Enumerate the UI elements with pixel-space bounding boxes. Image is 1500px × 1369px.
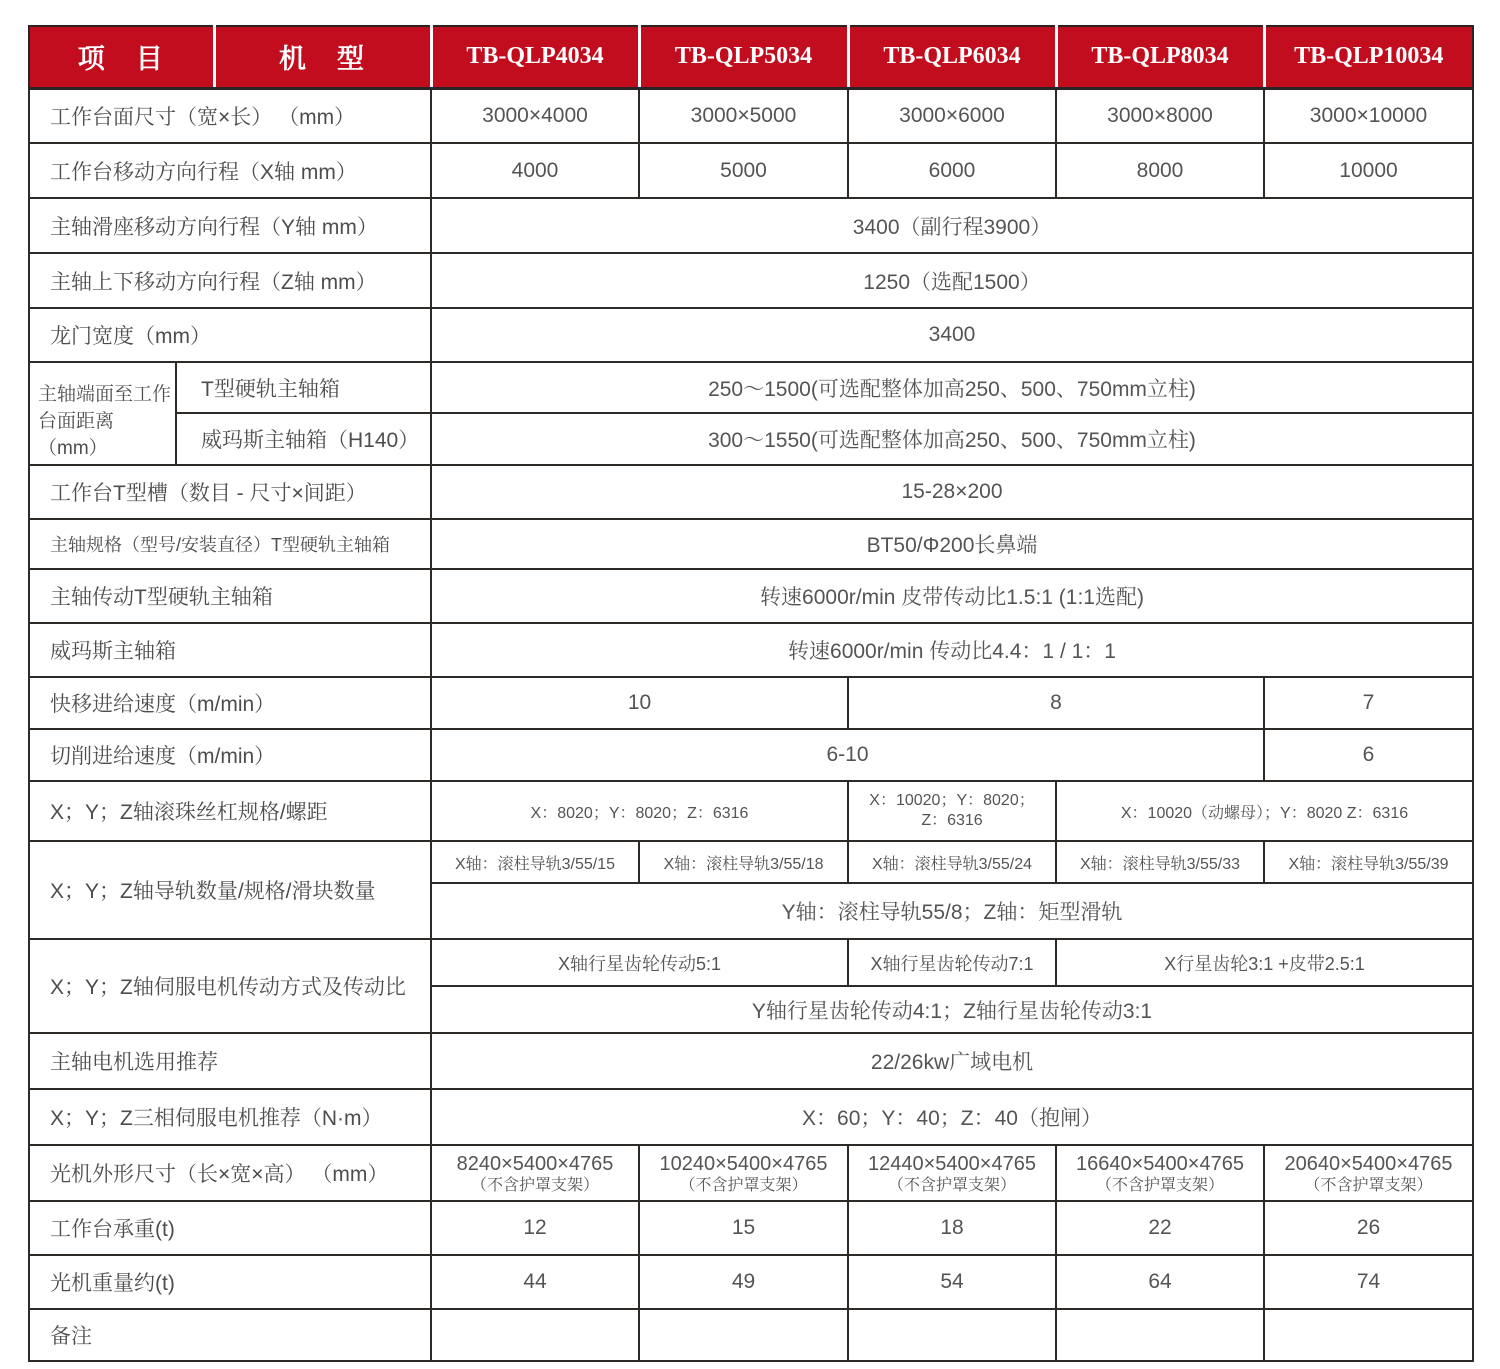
spec-value: 8 [848,677,1264,729]
empty-cell [1264,1309,1473,1361]
empty-cell [1056,1309,1264,1361]
row-remarks [29,1309,1473,1361]
empty-cell [848,1309,1056,1361]
dimension-note: （不含护罩支架） [470,1176,599,1194]
dimension-value: 12440×5400×4765 [868,1152,1036,1175]
row-z-travel-label: 主轴上下移动方向行程（Z轴 mm） [29,253,431,308]
spec-value: 6000 [848,143,1056,198]
spec-value: 4000 [431,143,639,198]
row-table-load-label: 工作台承重(t) [29,1201,431,1255]
row-spindle-motor [29,1033,1473,1089]
row-z-travel [29,253,1473,308]
spec-value: 300～1550(可选配整体加高250、500、750mm立柱) [431,413,1473,465]
dimension-note: （不含护罩支架） [679,1176,808,1194]
spec-value: X轴：滚柱导轨3/55/39 [1264,841,1473,883]
row-guide-rails-label: X；Y；Z轴导轨数量/规格/滑块数量 [29,841,431,939]
row-spindle-spec-label: 主轴规格（型号/安装直径）T型硬轨主轴箱 [29,519,431,569]
row-spindle-distance-2 [29,413,1473,465]
row-cutting-feed-label: 切削进给速度（m/min） [29,729,431,781]
header-model-4: TB-QLP10034 [1264,26,1473,88]
spec-value: 6-10 [431,729,1264,781]
spec-value [431,1145,639,1201]
spindle-distance-label-line2: 台面距离（mm） [38,410,115,459]
row-x-travel-label: 工作台移动方向行程（X轴 mm） [29,143,431,198]
row-remarks-label: 备注 [29,1309,431,1361]
row-spindle-distance-label [29,362,176,465]
header-model-1: TB-QLP5034 [639,26,848,88]
row-x-travel [29,143,1473,198]
row-table-size-label: 工作台面尺寸（宽×长） （mm） [29,88,431,143]
spec-value: 10 [431,677,848,729]
spec-value [848,1145,1056,1201]
row-dimensions-label: 光机外形尺寸（长×宽×高） （mm） [29,1145,431,1201]
spec-value [1264,1145,1473,1201]
spec-value: 3400（副行程3900） [431,198,1473,253]
row-table-size [29,88,1473,143]
spec-value [1056,1145,1264,1201]
row-ball-screw [29,781,1473,841]
spec-value: X轴：滚柱导轨3/55/15 [431,841,639,883]
spec-value: X：60；Y：40；Z：40（抱闸） [431,1089,1473,1145]
spec-value: 3000×10000 [1264,88,1473,143]
row-gantry-width-label: 龙门宽度（mm） [29,308,431,362]
row-dimensions [29,1145,1473,1201]
row-machine-weight [29,1255,1473,1309]
spec-value: 7 [1264,677,1473,729]
dimension-value: 10240×5400×4765 [659,1152,828,1175]
spec-value: 3000×6000 [848,88,1056,143]
spindle-distance-label-line1: 主轴端面至工作 [38,383,172,405]
spec-value: 1250（选配1500） [431,253,1473,308]
empty-cell [639,1309,848,1361]
spec-table [28,25,1474,1362]
spec-value: 15 [639,1201,848,1255]
spec-value: 转速6000r/min 皮带传动比1.5:1 (1:1选配) [431,569,1473,623]
dimension-note: （不含护罩支架） [887,1176,1016,1194]
spec-value: 10000 [1264,143,1473,198]
spec-value: 3000×8000 [1056,88,1264,143]
header-item-label: 项 目 [29,26,214,88]
spec-value: 3000×4000 [431,88,639,143]
row-rapid-feed-label: 快移进给速度（m/min） [29,677,431,729]
row-servo-motor-label: X；Y；Z三相伺服电机推荐（N·m） [29,1089,431,1145]
row-guide-rails-1 [29,841,1473,883]
spec-value: 转速6000r/min 传动比4.4：1 / 1：1 [431,623,1473,677]
row-servo-motor [29,1089,1473,1145]
dimension-note: （不含护罩支架） [1095,1176,1224,1194]
spec-value: 26 [1264,1201,1473,1255]
spec-value [639,1145,848,1201]
spec-value: 250～1500(可选配整体加高250、500、750mm立柱) [431,362,1473,413]
dimension-value: 16640×5400×4765 [1076,1152,1244,1175]
row-spindle-motor-label: 主轴电机选用推荐 [29,1033,431,1089]
spec-value: 5000 [639,143,848,198]
ball-screw-line1: X：10020；Y：8020； [869,792,1035,809]
spec-value: X轴行星齿轮传动5:1 [431,939,848,986]
spindle-distance-sub1-label: T型硬轨主轴箱 [176,362,431,413]
spec-value: X轴：滚柱导轨3/55/24 [848,841,1056,883]
dimension-note: （不含护罩支架） [1304,1176,1433,1194]
spec-value: X轴：滚柱导轨3/55/18 [639,841,848,883]
spec-value: 15-28×200 [431,465,1473,519]
row-servo-drive-label: X；Y；Z轴伺服电机传动方式及传动比 [29,939,431,1033]
spec-value: X轴：滚柱导轨3/55/33 [1056,841,1264,883]
header-row [29,26,1473,88]
spec-value: Y轴：滚柱导轨55/8；Z轴：矩型滑轨 [431,883,1473,939]
spec-value: 18 [848,1201,1056,1255]
spec-value: BT50/Φ200长鼻端 [431,519,1473,569]
row-machine-weight-label: 光机重量约(t) [29,1255,431,1309]
row-spindle-distance-1 [29,362,1473,413]
spec-value: 3000×5000 [639,88,848,143]
row-y-travel [29,198,1473,253]
spec-value: X：10020（动螺母）；Y：8020 Z：6316 [1056,781,1473,841]
row-cutting-feed [29,729,1473,781]
spec-value: 22 [1056,1201,1264,1255]
row-ball-screw-label: X；Y；Z轴滚珠丝杠规格/螺距 [29,781,431,841]
spec-value: Y轴行星齿轮传动4:1；Z轴行星齿轮传动3:1 [431,986,1473,1033]
spec-value: 12 [431,1201,639,1255]
spec-value: X行星齿轮3:1 +皮带2.5:1 [1056,939,1473,986]
spec-value: 6 [1264,729,1473,781]
row-spindle-drive-label: 主轴传动T型硬轨主轴箱 [29,569,431,623]
spec-value: 54 [848,1255,1056,1309]
row-servo-drive-1 [29,939,1473,986]
header-model-0: TB-QLP4034 [431,26,639,88]
spec-value [848,781,1056,841]
row-spindle-drive [29,569,1473,623]
row-weimas-spindle [29,623,1473,677]
spec-value: 3400 [431,308,1473,362]
spec-value: 64 [1056,1255,1264,1309]
row-spindle-spec [29,519,1473,569]
row-gantry-width [29,308,1473,362]
spindle-distance-sub2-label: 威玛斯主轴箱（H140） [176,413,431,465]
dimension-value: 20640×5400×4765 [1284,1152,1453,1175]
header-model-2: TB-QLP6034 [848,26,1056,88]
spec-value: 74 [1264,1255,1473,1309]
ball-screw-line2: Z：6316 [921,812,983,829]
row-t-slot-label: 工作台T型槽（数目 - 尺寸×间距） [29,465,431,519]
spec-value: 49 [639,1255,848,1309]
empty-cell [431,1309,639,1361]
row-rapid-feed [29,677,1473,729]
spec-value: 44 [431,1255,639,1309]
spec-value: X：8020；Y：8020；Z：6316 [431,781,848,841]
spec-value: 8000 [1056,143,1264,198]
header-model-3: TB-QLP8034 [1056,26,1264,88]
row-table-load [29,1201,1473,1255]
row-t-slot [29,465,1473,519]
header-model-label: 机 型 [214,26,431,88]
spec-value: X轴行星齿轮传动7:1 [848,939,1056,986]
row-y-travel-label: 主轴滑座移动方向行程（Y轴 mm） [29,198,431,253]
dimension-value: 8240×5400×4765 [456,1152,614,1175]
spec-value: 22/26kw广域电机 [431,1033,1473,1089]
row-weimas-spindle-label: 威玛斯主轴箱 [29,623,431,677]
